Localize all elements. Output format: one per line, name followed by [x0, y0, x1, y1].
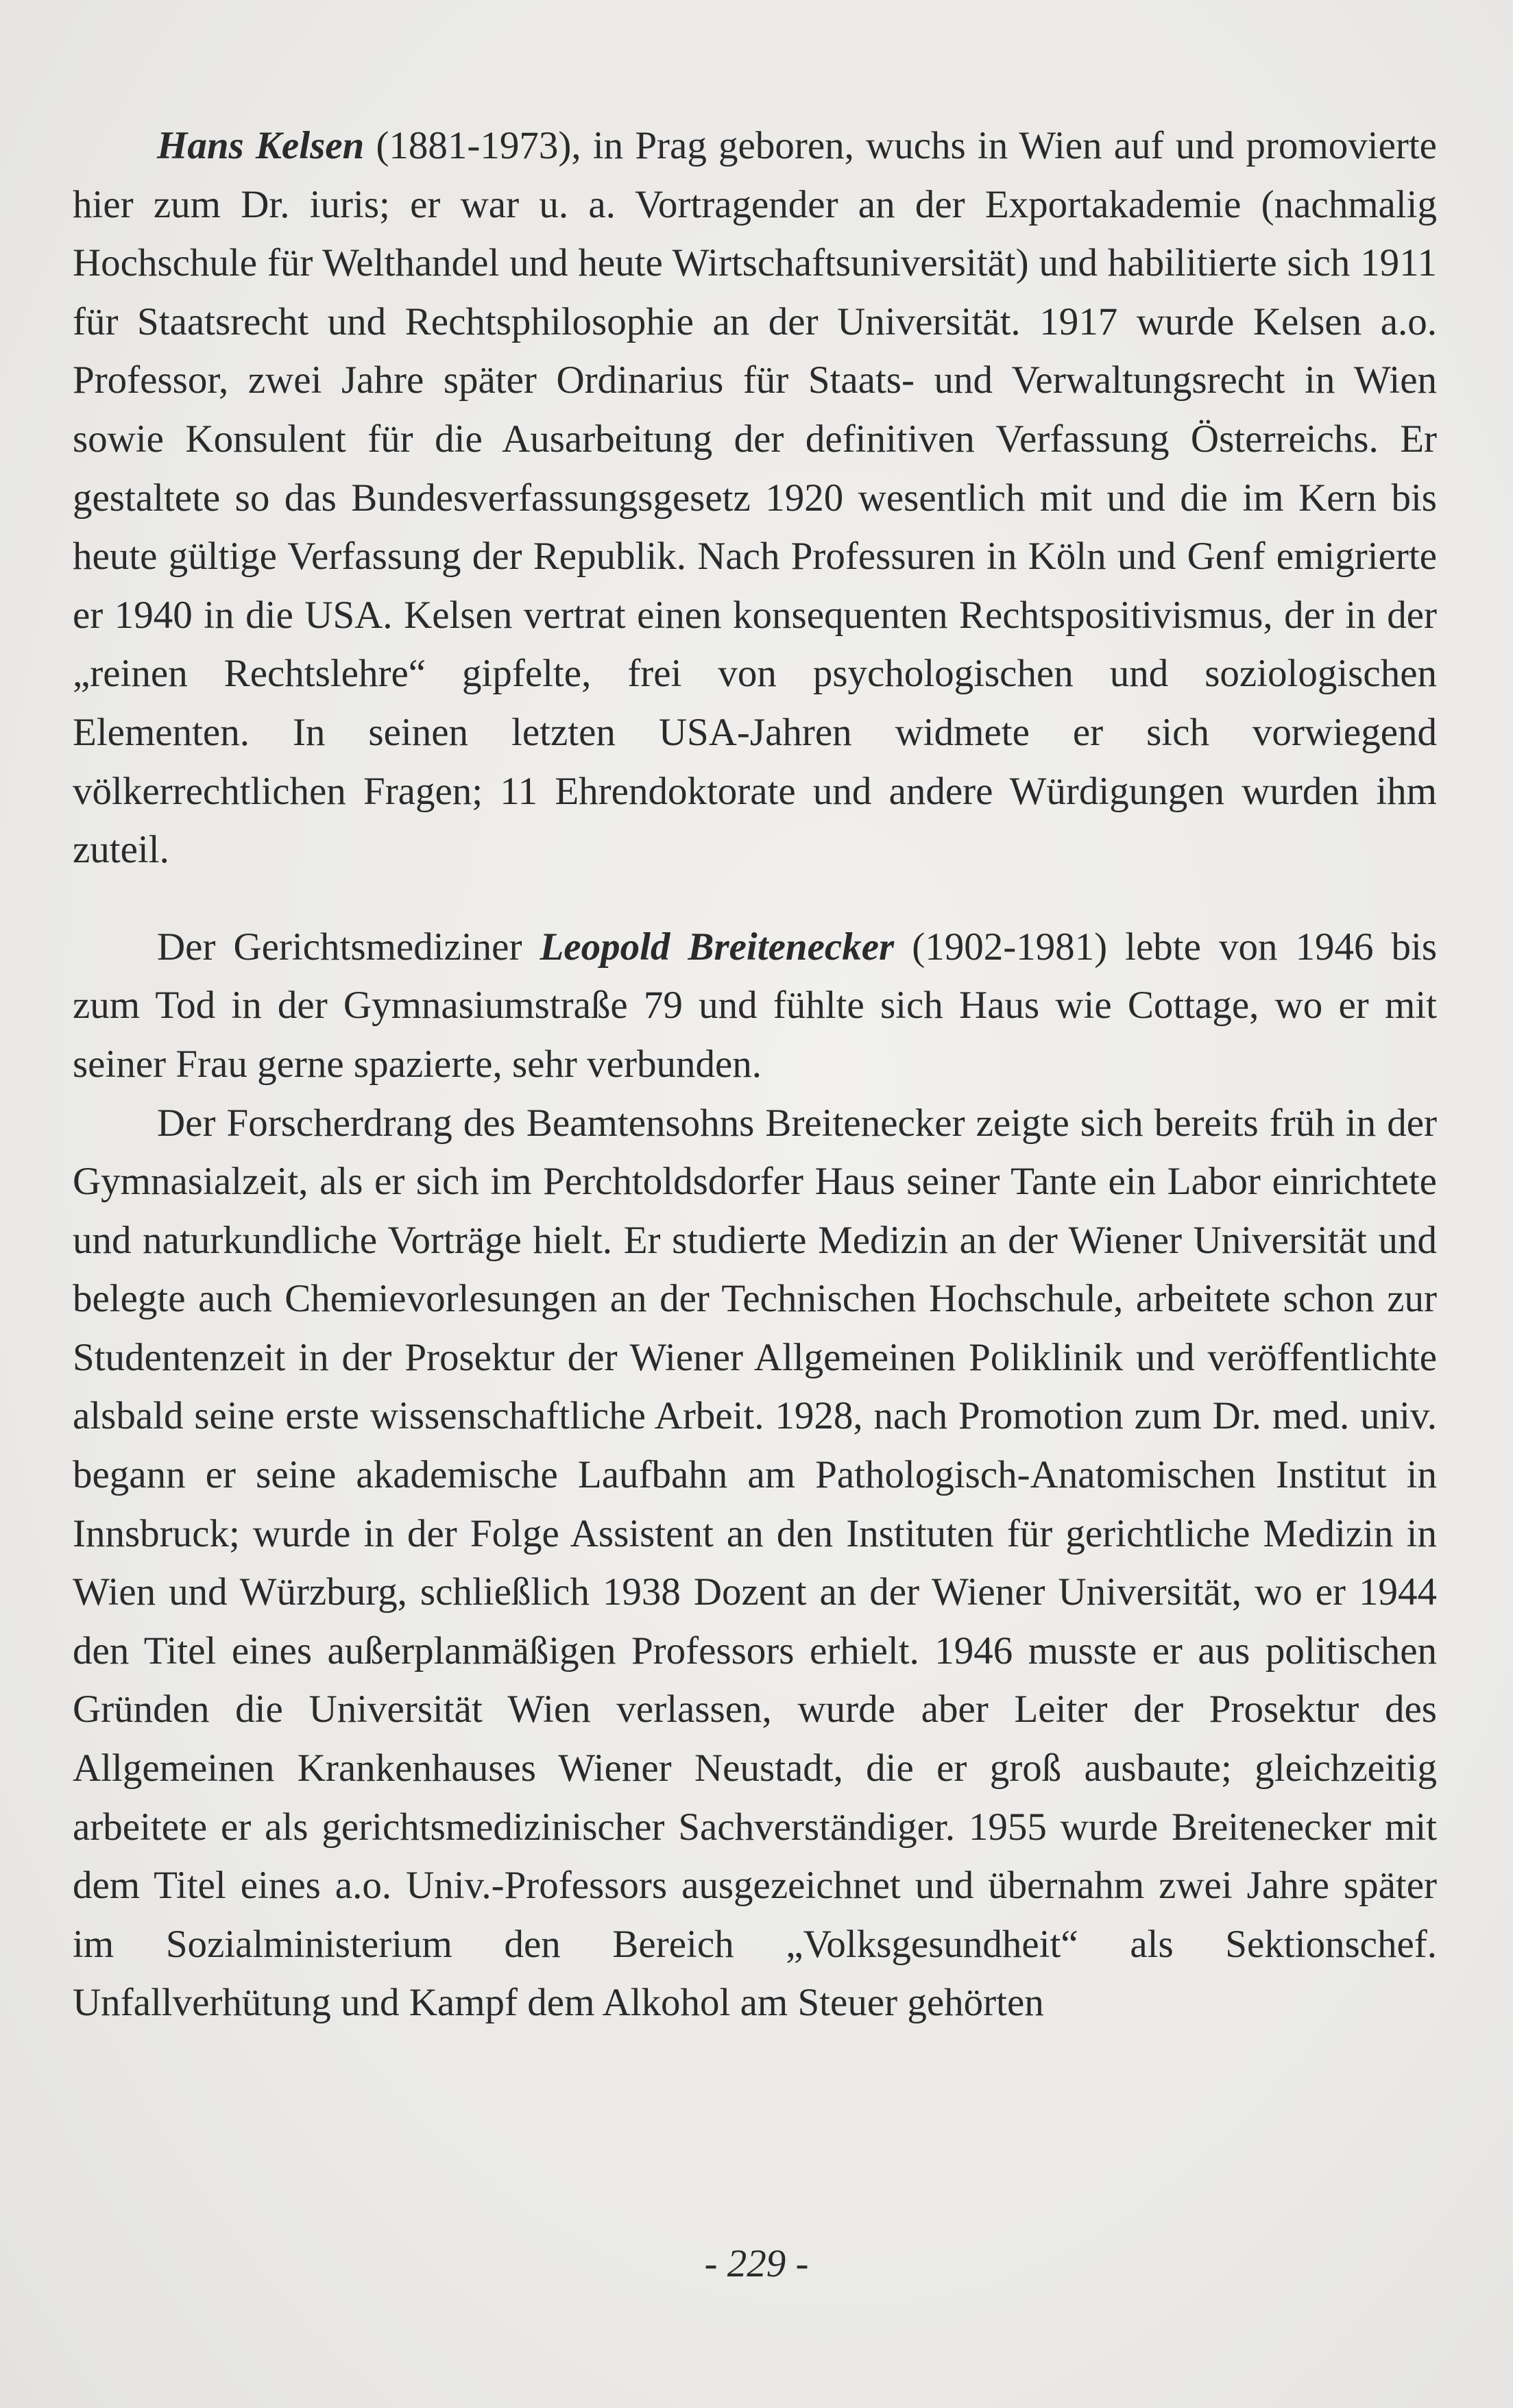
person-name-kelsen: Hans Kelsen: [157, 124, 365, 167]
paragraph-kelsen: [73, 117, 1437, 879]
paragraph-breitenecker-prefix: Der Gerichtsmediziner: [157, 925, 540, 969]
page-number: - 229 -: [704, 2242, 809, 2285]
paragraph-breitenecker-career: [73, 1094, 1437, 2033]
person-name-breitenecker: Leopold Breitenecker: [540, 925, 895, 969]
paragraph-breitenecker-career-text: Der Forscherdrang des Beamtensohns Breitenecker zeigte sich bereits früh in der Gymnasialzeit, als er sich im Perchtoldsdorfer Haus seiner Tante ein Labor einrichtete und naturkundliche Vorträge hielt. Er studierte Medizin an der Wiener Universität und belegte auch Chemievorlesungen an der Technischen Hochschule, arbeitete schon zur Studentenzeit in der Prosektur der Wiener Allgemeinen Poliklinik und veröffentlichte alsbald seine erste wissenschaftliche Arbeit. 1928, nach Promotion zum Dr. med. univ. begann er seine akademische Laufbahn am Pathologisch-Anatomischen Institut in Innsbruck; wurde in der Folge Assistent an den Instituten für gerichtliche Medizin in Wien und Würzburg, schließlich 1938 Dozent an der Wiener Universität, wo er 1944 den Titel eines außerplanmäßigen Professors erhielt. 1946 musste er aus politischen Gründen die Universität Wien verlassen, wurde aber Leiter der Prosektur des Allgemeinen Krankenhauses Wiener Neustadt, die er groß ausbaute; gleichzeitig arbeitete er als gerichtsmedizinischer Sachverständiger. 1955 wurde Breitenecker mit dem Titel eines a.o. Univ.-Professors ausgezeichnet und übernahm zwei Jahre später im Sozialministerium den Bereich „Volksgesundheit“ als Sektionschef. Unfallverhütung und Kampf dem Alkohol am Steuer gehörten: [73, 1101, 1437, 2025]
paragraph-kelsen-text: (1881-1973), in Prag geboren, wuchs in Wien auf und promovierte hier zum Dr. iuris; er war u. a. Vortragender an der Exportakademie (nachmalig Hochschule für Welthandel und heute Wirtschaftsuniversität) und habilitierte sich 1911 für Staatsrecht und Rechtsphilosophie an der Universität. 1917 wurde Kelsen a.o. Professor, zwei Jahre später Ordinarius für Staats- und Verwaltungsrecht in Wien sowie Konsulent für die Ausarbeitung der definitiven Verfassung Österreichs. Er gestaltete so das Bundesverfassungsgesetz 1920 wesentlich mit und die im Kern bis heute gültige Verfassung der Republik. Nach Professuren in Köln und Genf emigrierte er 1940 in die USA. Kelsen vertrat einen konsequenten Rechtspositivismus, der in der „reinen Rechtslehre“ gipfelte, frei von psychologischen und soziologischen Elementen. In seinen letzten USA-Jahren widmete er sich vorwiegend völkerrechtlichen Fragen; 11 Ehrendoktorate und andere Würdigungen wurden ihm zuteil.: [73, 124, 1437, 872]
paragraph-breitenecker-intro: [73, 918, 1437, 1094]
paragraph-breitenecker-intro-text: (1902-1981) lebte von 1946 bis zum Tod in der Gymnasiumstraße 79 und fühlte sich Haus wie Cottage, wo er mit seiner Frau gerne spazierte, sehr verbunden.: [73, 925, 1438, 1086]
body-text: [73, 117, 1437, 2032]
